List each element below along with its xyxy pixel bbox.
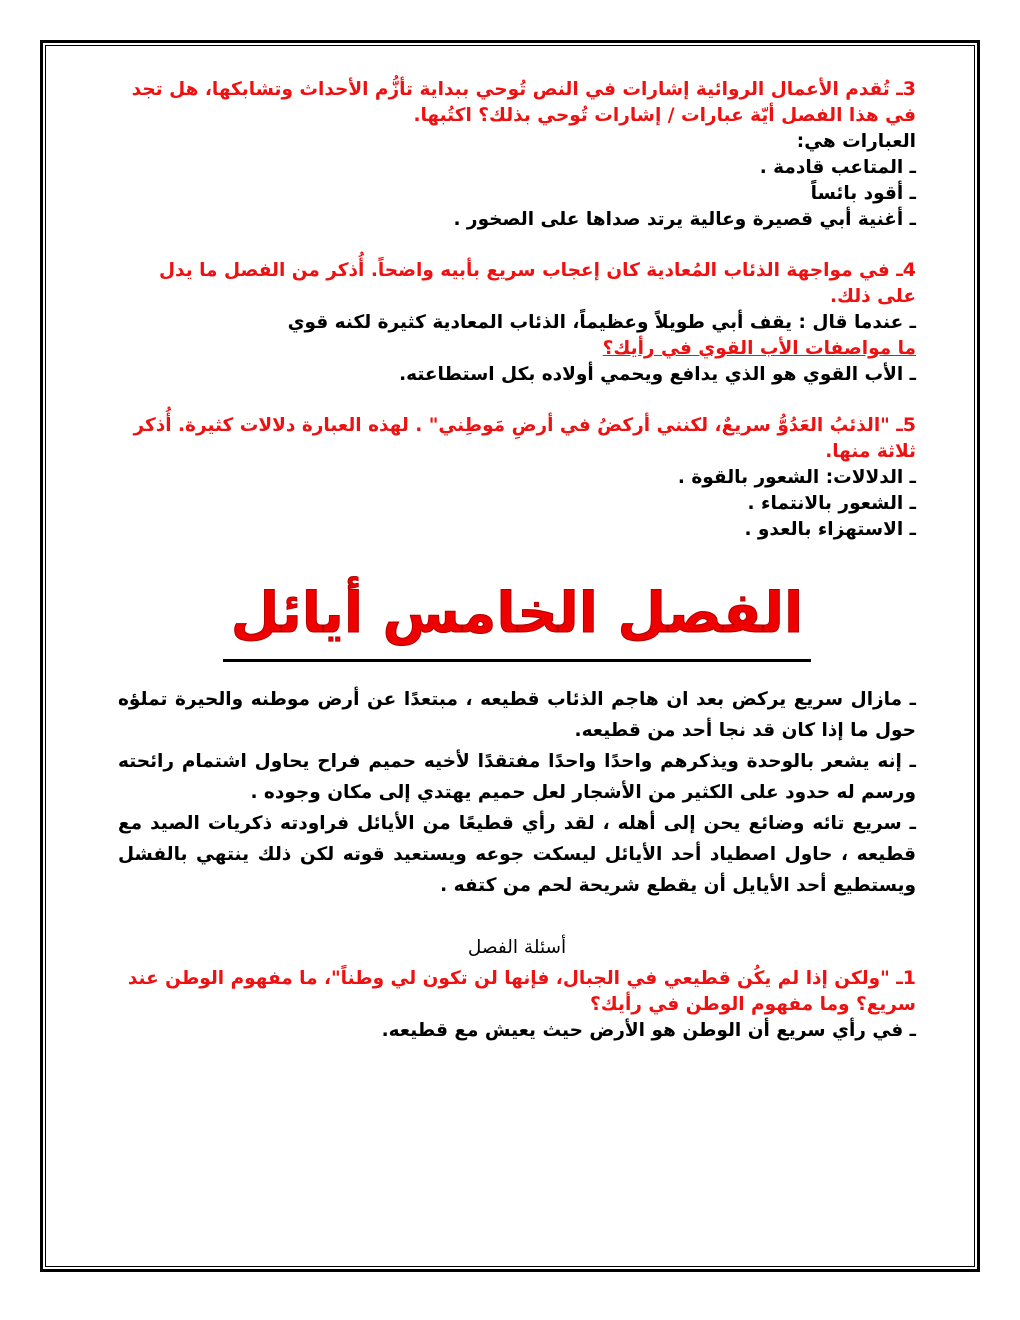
question-3-answer-1: ـ المتاعب قادمة . (759, 157, 916, 178)
question-5-answer-2: ـ الشعور بالانتماء . (747, 493, 916, 514)
question-4-answer: ـ عندما قال : يقف أبي طويلاً وعظيماً، الذئاب المعادية كثيرة لكنه قوي (287, 312, 916, 333)
question-4-number: 4ـ (896, 259, 916, 281)
question-4-followup: ما مواصفات الأب القوي في رأيك؟ (602, 338, 916, 359)
question-3-answer-2: ـ أقود بائساً (810, 183, 916, 204)
question-3-text: تُقدم الأعمال الروائية إشارات في النص تُوحي ببداية تأزُّم الأحداث وتشابكها، هل تجد في هذا الفصل أيّة عبارات / إشارات تُوحي بذلك؟ اكتُبها. (131, 79, 916, 126)
question-4-text: في مواجهة الذئاب المُعادية كان إعجاب سريع بأبيه واضحاً. أُذكر من الفصل ما يدل على ذلك. (158, 260, 916, 307)
question-3-answer-intro: العبارات هي: (796, 131, 916, 152)
question-5-answer-3: ـ الاستهزاء بالعدو . (744, 519, 916, 540)
questions-heading: أسئلة الفصل (467, 937, 567, 958)
question-1-answer: ـ في رأي سريع أن الوطن هو الأرض حيث يعيش مع قطيعه. (381, 1020, 916, 1041)
summary-paragraph-2: ـ إنه يشعر بالوحدة ويذكرهم واحدًا واحدًا مفتقدًا لأخيه حميم فراح يحاول اشتمام رائحته ورسم له حدود على الكثير من الأشجار لعل حميم يهتدي إلى مكان وجوده . (118, 751, 916, 803)
question-3-number: 3ـ (896, 78, 916, 100)
question-3 (118, 76, 916, 129)
question-1 (118, 965, 916, 1018)
question-4-followup-answer: ـ الأب القوي هو الذي يدافع ويحمي أولاده بكل استطاعته. (399, 364, 916, 385)
summary-paragraph-1: ـ مازال سريع يركض بعد ان هاجم الذئاب قطيعه ، مبتعدًا عن أرض موطنه والحيرة تملؤه حول ما إذا كان قد نجا أحد من قطيعه. (118, 689, 916, 741)
question-5-text: "الذئبُ العَدُوُّ سريعٌ، لكنني أركضُ في أرضِ مَوطِني" . لهذه العبارة دلالات كثيرة. أُذكر ثلاثة منها. (133, 415, 916, 462)
summary-paragraph-3: ـ سريع تائه وضائع يحن إلى أهله ، لقد رأي قطيعًا من الأيائل فراودته ذكريات الصيد مع قطيعه ، حاول اصطياد أحد الأيائل ليسكت جوعه ويستعيد قوته لكن ذلك ينتهي بالفشل ويستطيع أحد الأيايل أن يقطع شريحة لحم من كتفه . (118, 813, 916, 896)
chapter-title: الفصل الخامس أيائل (223, 579, 811, 662)
question-1-text: "ولكن إذا لم يكُن قطيعي في الجبال، فإنها لن تكون لي وطناً"، ما مفهوم الوطن عند سريع؟ وما مفهوم الوطن في رأيك؟ (127, 968, 916, 1015)
question-1-number: 1ـ (896, 967, 916, 989)
question-5-answer-1: ـ الدلالات: الشعور بالقوة . (677, 467, 916, 488)
question-3-answer-3: ـ أغنية أبي قصيرة وعالية يرتد صداها على الصخور . (453, 209, 916, 230)
chapter-title-wrap (118, 579, 916, 662)
question-5-number: 5ـ (896, 414, 916, 436)
page-content (40, 40, 980, 1272)
question-5 (118, 412, 916, 465)
question-4 (118, 257, 916, 310)
